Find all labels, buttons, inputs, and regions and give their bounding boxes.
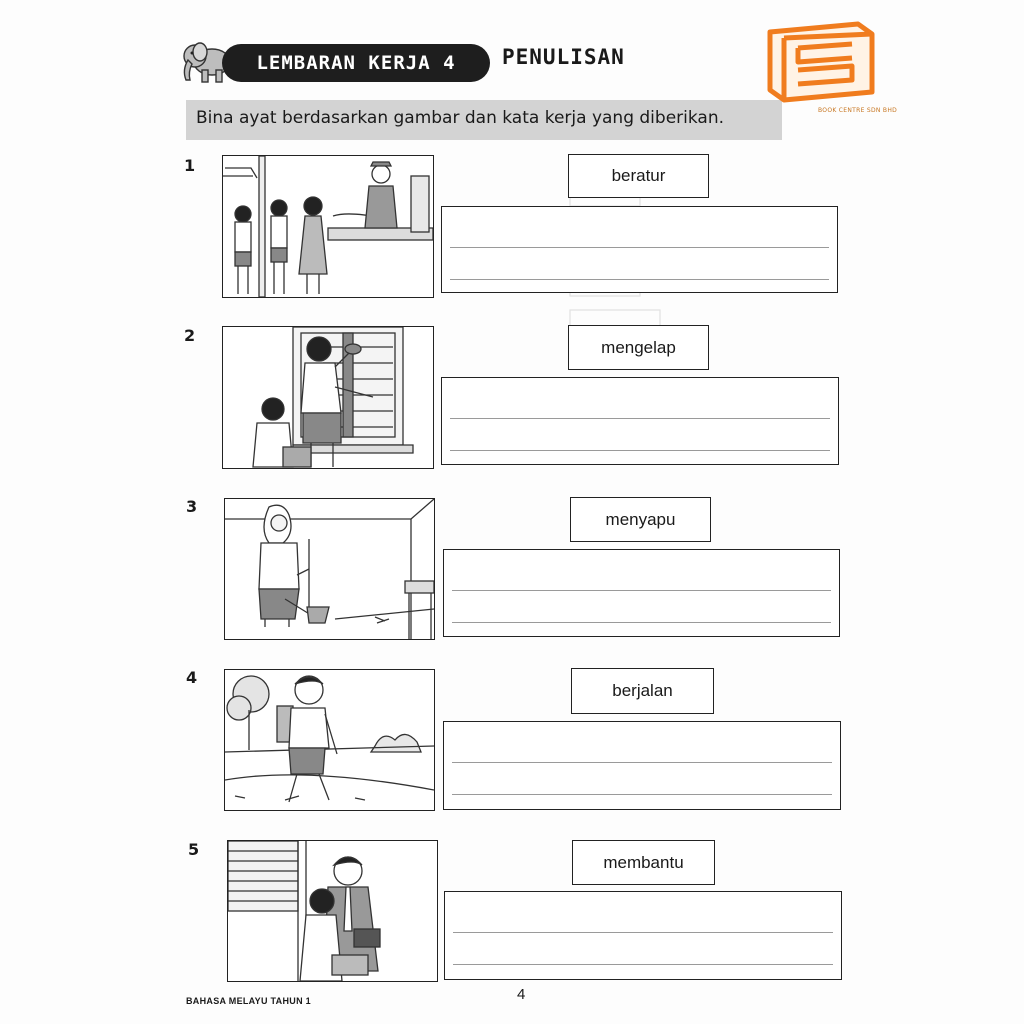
question-picture [224,669,435,811]
writing-line [452,762,832,763]
verb-box: beratur [568,154,709,198]
writing-line [452,622,831,623]
page-number: 4 [517,986,526,1003]
children-queue-illustration [223,156,433,297]
writing-line [450,279,829,280]
question-number: 5 [188,840,200,859]
question-number: 2 [184,326,196,345]
logo-caption: BOOK CENTRE SDN BHD [818,107,898,114]
question-picture [222,155,434,298]
section-title: PENULISAN [502,45,625,69]
window-wiping-illustration [223,327,433,468]
question-picture [222,326,434,469]
answer-box[interactable] [443,721,841,810]
verb-box: menyapu [570,497,711,542]
writing-line [453,964,833,965]
verb-box: berjalan [571,668,714,714]
answer-box[interactable] [444,891,842,980]
writing-line [450,247,829,248]
question-number: 1 [184,156,196,175]
answer-box[interactable] [441,377,839,465]
question-number: 3 [186,497,198,516]
writing-line [450,450,830,451]
worksheet-label: LEMBARAN KERJA 4 [222,44,490,82]
verb-box: membantu [572,840,715,885]
helping-teacher-illustration [228,841,437,981]
question-picture [224,498,435,640]
book-logo-icon [762,18,886,104]
answer-box[interactable] [443,549,840,637]
answer-box[interactable] [441,206,838,293]
walking-boy-illustration [225,670,434,810]
book-title-footer: BAHASA MELAYU TAHUN 1 [186,996,311,1006]
writing-line [450,418,830,419]
writing-line [452,794,832,795]
writing-line [452,590,831,591]
sweeping-illustration [225,499,434,639]
writing-line [453,932,833,933]
question-number: 4 [186,668,198,687]
instruction-text: Bina ayat berdasarkan gambar dan kata kerja yang diberikan. [196,108,725,128]
verb-box: mengelap [568,325,709,370]
question-picture [227,840,438,982]
